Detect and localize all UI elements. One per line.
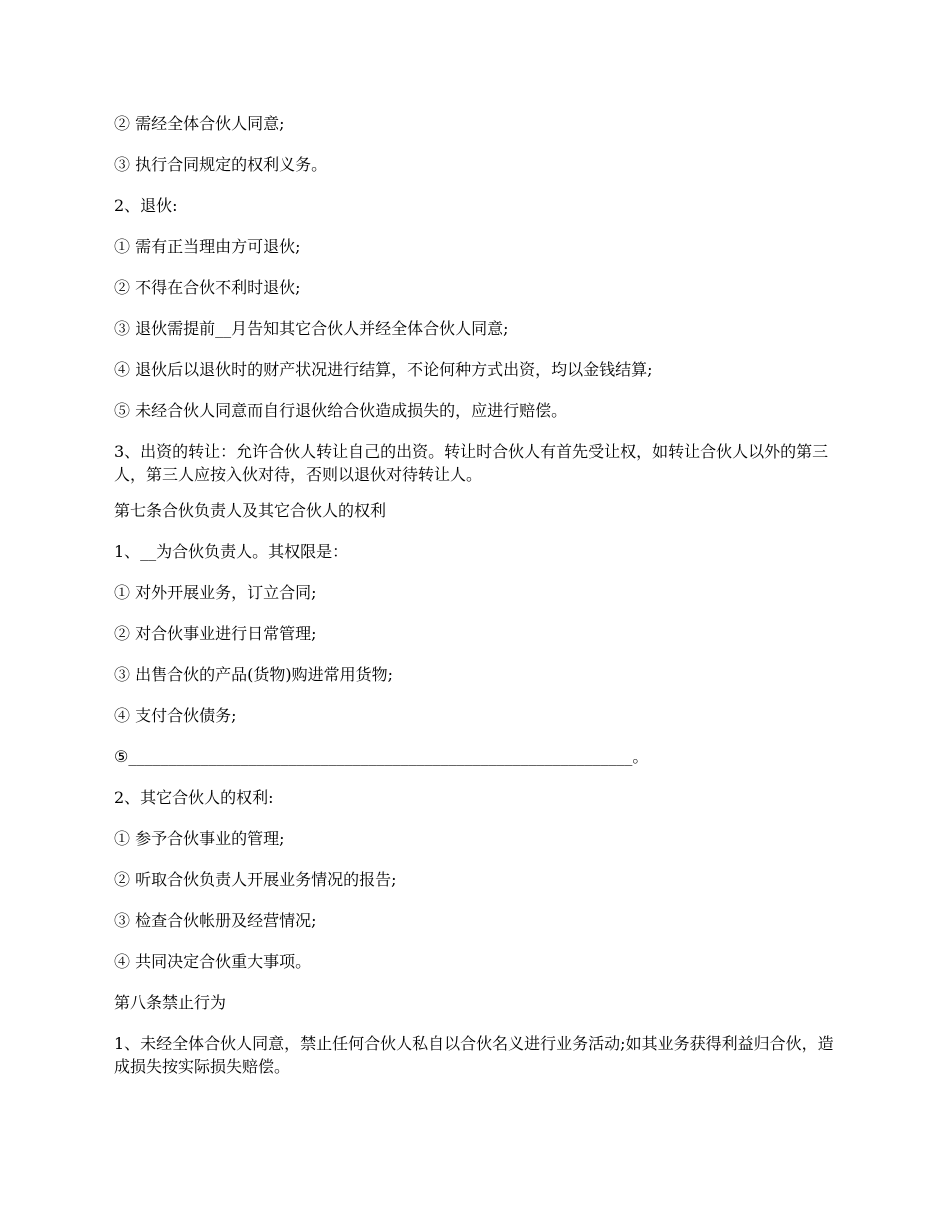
section-other-partners-rights: 2、其它合伙人的权利: — [114, 788, 274, 807]
clause-item: ④ 共同决定合伙重大事项。 — [114, 952, 312, 971]
clause-item: ④ 支付合伙债务; — [114, 706, 237, 725]
clause-item-blank: ⑤_______________________________________________________________。 — [114, 747, 649, 766]
clause-item: ③ 检查合伙帐册及经营情况; — [114, 911, 317, 930]
clause-item: ⑤ 未经合伙人同意而自行退伙给合伙造成损失的，应进行赔偿。 — [114, 401, 568, 420]
clause-item: ① 对外开展业务，订立合同; — [114, 583, 317, 602]
clause-item: ④ 退伙后以退伙时的财产状况进行结算，不论何种方式出资，均以金钱结算; — [114, 360, 653, 379]
section-responsible-partner: 1、__为合伙负责人。其权限是： — [114, 542, 349, 561]
document-page — [114, 112, 836, 1096]
clause-item: ② 需经全体合伙人同意; — [114, 114, 285, 133]
clause-item: ③ 出售合伙的产品(货物)购进常用货物; — [114, 665, 393, 684]
clause-item: ③ 退伙需提前__月告知其它合伙人并经全体合伙人同意; — [114, 319, 509, 338]
clause-item: ② 不得在合伙不利时退伙; — [114, 278, 301, 297]
clause-item: ② 听取合伙负责人开展业务情况的报告; — [114, 870, 397, 889]
section-transfer-of-contribution: 3、出资的转让：允许合伙人转让自己的出资。转让时合伙人有首先受让权，如转让合伙人以外的第三人，第三人应按入伙对待，否则以退伙对待转让人。 — [114, 442, 829, 484]
article-heading-7: 第七条合伙负责人及其它合伙人的权利 — [114, 501, 387, 520]
section-prohibited-conduct: 1、未经全体合伙人同意，禁止任何合伙人私自以合伙名义进行业务活动;如其业务获得利益归合伙，造成损失按实际损失赔偿。 — [114, 1034, 834, 1076]
clause-item: ① 需有正当理由方可退伙; — [114, 237, 301, 256]
article-heading-8: 第八条禁止行为 — [114, 993, 227, 1012]
clause-item: ② 对合伙事业进行日常管理; — [114, 624, 317, 643]
section-heading-withdrawal: 2、退伙: — [114, 196, 178, 215]
clause-item: ① 参予合伙事业的管理; — [114, 829, 285, 848]
clause-item: ③ 执行合同规定的权利义务。 — [114, 155, 328, 174]
